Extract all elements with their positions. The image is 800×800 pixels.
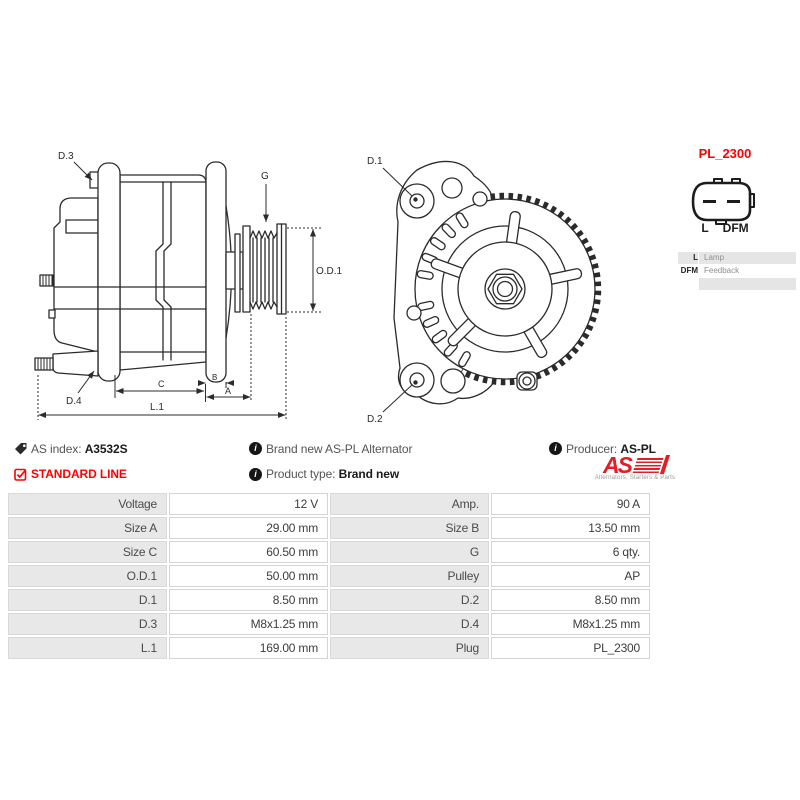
legend-row	[678, 278, 796, 290]
producer-label: Producer:	[566, 442, 618, 456]
label-d3: D.3	[58, 151, 74, 162]
plug-pin-labels	[688, 221, 762, 235]
spec-label: D.4	[330, 613, 489, 635]
spec-label: G	[330, 541, 489, 563]
spec-label: Size C	[8, 541, 167, 563]
spec-value: 6 qty.	[491, 541, 650, 563]
spec-label: L.1	[8, 637, 167, 659]
as-pl-logo	[585, 452, 685, 481]
side-view-body	[35, 162, 286, 382]
front-view-body	[394, 161, 598, 403]
legend-row	[678, 252, 796, 264]
spec-label: Amp.	[330, 493, 489, 515]
spec-label: D.1	[8, 589, 167, 611]
spec-value: 13.50 mm	[491, 517, 650, 539]
plug-code: PL_2300	[698, 146, 752, 161]
spec-value: 8.50 mm	[491, 589, 650, 611]
as-pl-logo-text: AS	[603, 451, 631, 478]
producer-value: AS-PL	[620, 442, 656, 456]
spec-label: D.2	[330, 589, 489, 611]
info-icon: i	[549, 442, 562, 455]
spec-label: Size A	[8, 517, 167, 539]
label-l1: L.1	[150, 402, 164, 413]
as-index-label: AS index:	[31, 442, 82, 456]
label-b: B	[212, 373, 218, 382]
as-pl-logo-stripes	[633, 458, 664, 473]
spec-value: PL_2300	[491, 637, 650, 659]
label-d2: D.2	[367, 414, 383, 425]
spec-label: Pulley	[330, 565, 489, 587]
as-index	[31, 442, 127, 456]
label-d4: D.4	[66, 396, 82, 407]
as-index-value: A3532S	[84, 442, 128, 456]
label-d1: D.1	[367, 156, 383, 167]
pin-label-dfm: DFM	[722, 221, 749, 235]
spec-label: D.3	[8, 613, 167, 635]
checkbox-checked-icon	[14, 468, 27, 481]
label-a: A	[225, 386, 232, 396]
legend-abbr: DFM	[680, 266, 698, 275]
alternator-side-view-drawing	[30, 132, 342, 427]
spec-value: AP	[491, 565, 650, 587]
info-icon: i	[249, 468, 262, 481]
spec-value: M8x1.25 mm	[491, 613, 650, 635]
legend-row	[678, 265, 796, 277]
brand-new-text: Brand new AS-PL Alternator	[266, 442, 413, 456]
plug-legend-table	[678, 252, 796, 291]
spec-value: 90 A	[491, 493, 650, 515]
label-od1: O.D.1	[316, 266, 342, 277]
spec-value: M8x1.25 mm	[169, 613, 328, 635]
legend-abbr	[678, 278, 698, 290]
alternator-front-view-drawing	[350, 132, 630, 427]
spec-value: 12 V	[169, 493, 328, 515]
label-c: C	[158, 379, 165, 389]
legend-desc: Feedback	[704, 266, 740, 275]
spec-value: 60.50 mm	[169, 541, 328, 563]
spec-label: Plug	[330, 637, 489, 659]
standard-line-badge: STANDARD LINE	[31, 467, 127, 481]
as-pl-logo-tagline: Alternators, Starters & Parts	[594, 475, 676, 481]
spec-label: Size B	[330, 517, 489, 539]
plug-connector-drawing	[690, 177, 760, 227]
spec-value: 50.00 mm	[169, 565, 328, 587]
product-type-value: Brand new	[338, 467, 400, 481]
spec-label: Voltage	[8, 493, 167, 515]
label-g: G	[261, 171, 269, 182]
spec-value: 29.00 mm	[169, 517, 328, 539]
spec-table	[8, 493, 650, 659]
product-type	[266, 467, 399, 481]
info-icon: i	[249, 442, 262, 455]
spec-value: 8.50 mm	[169, 589, 328, 611]
pin-label-l: L	[701, 221, 709, 235]
spec-value: 169.00 mm	[169, 637, 328, 659]
legend-abbr: L	[678, 252, 698, 264]
front-view-dimension-labels	[367, 156, 383, 425]
spec-label: O.D.1	[8, 565, 167, 587]
legend-desc: Lamp	[699, 252, 796, 264]
tag-icon	[14, 442, 28, 456]
product-type-label: Product type:	[266, 467, 336, 481]
legend-desc	[699, 278, 796, 290]
